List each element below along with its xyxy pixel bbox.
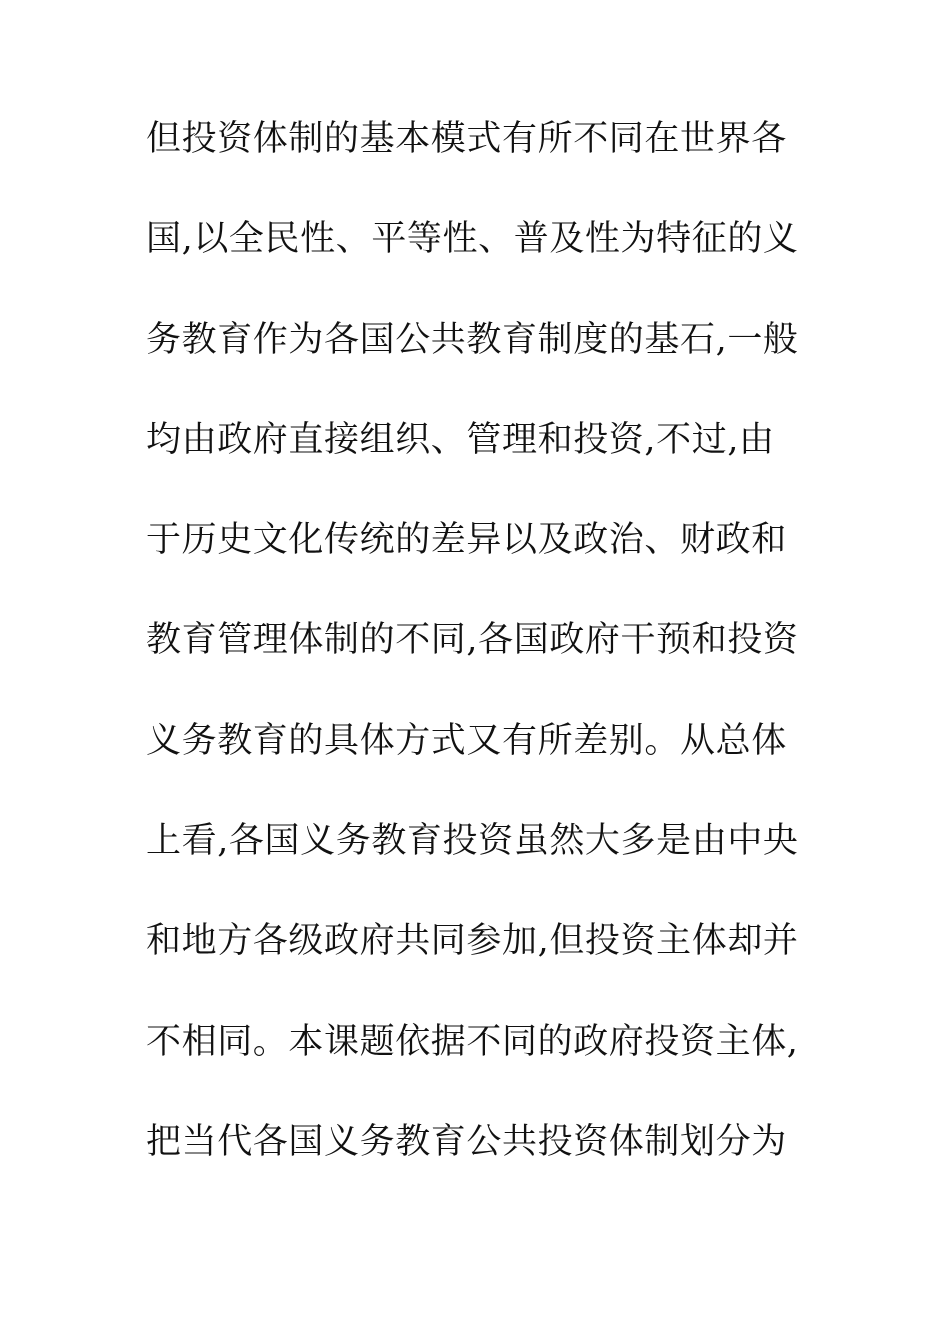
text-line: 教育管理体制的不同,各国政府干预和投资 [146, 620, 799, 661]
body-text [146, 120, 826, 1223]
text-line: 务教育作为各国公共教育制度的基石,一般 [146, 319, 799, 360]
text-line: 义务教育的具体方式又有所差别。从总体 [146, 720, 787, 761]
text-line: 上看,各国义务教育投资虽然大多是由中央 [146, 821, 799, 862]
text-line: 但投资体制的基本模式有所不同在世界各 [146, 119, 787, 159]
text-line: 把当代各国义务教育公共投资体制划分为 [146, 1121, 787, 1162]
text-line: 于历史文化传统的差异以及政治、财政和 [146, 520, 787, 561]
text-line: 和地方各级政府共同参加,但投资主体却并 [146, 921, 799, 962]
text-line: 均由政府直接组织、管理和投资,不过,由 [146, 419, 775, 460]
text-line: 不相同。本课题依据不同的政府投资主体, [146, 1021, 799, 1062]
text-line: 国,以全民性、平等性、普及性为特征的义 [146, 219, 799, 260]
